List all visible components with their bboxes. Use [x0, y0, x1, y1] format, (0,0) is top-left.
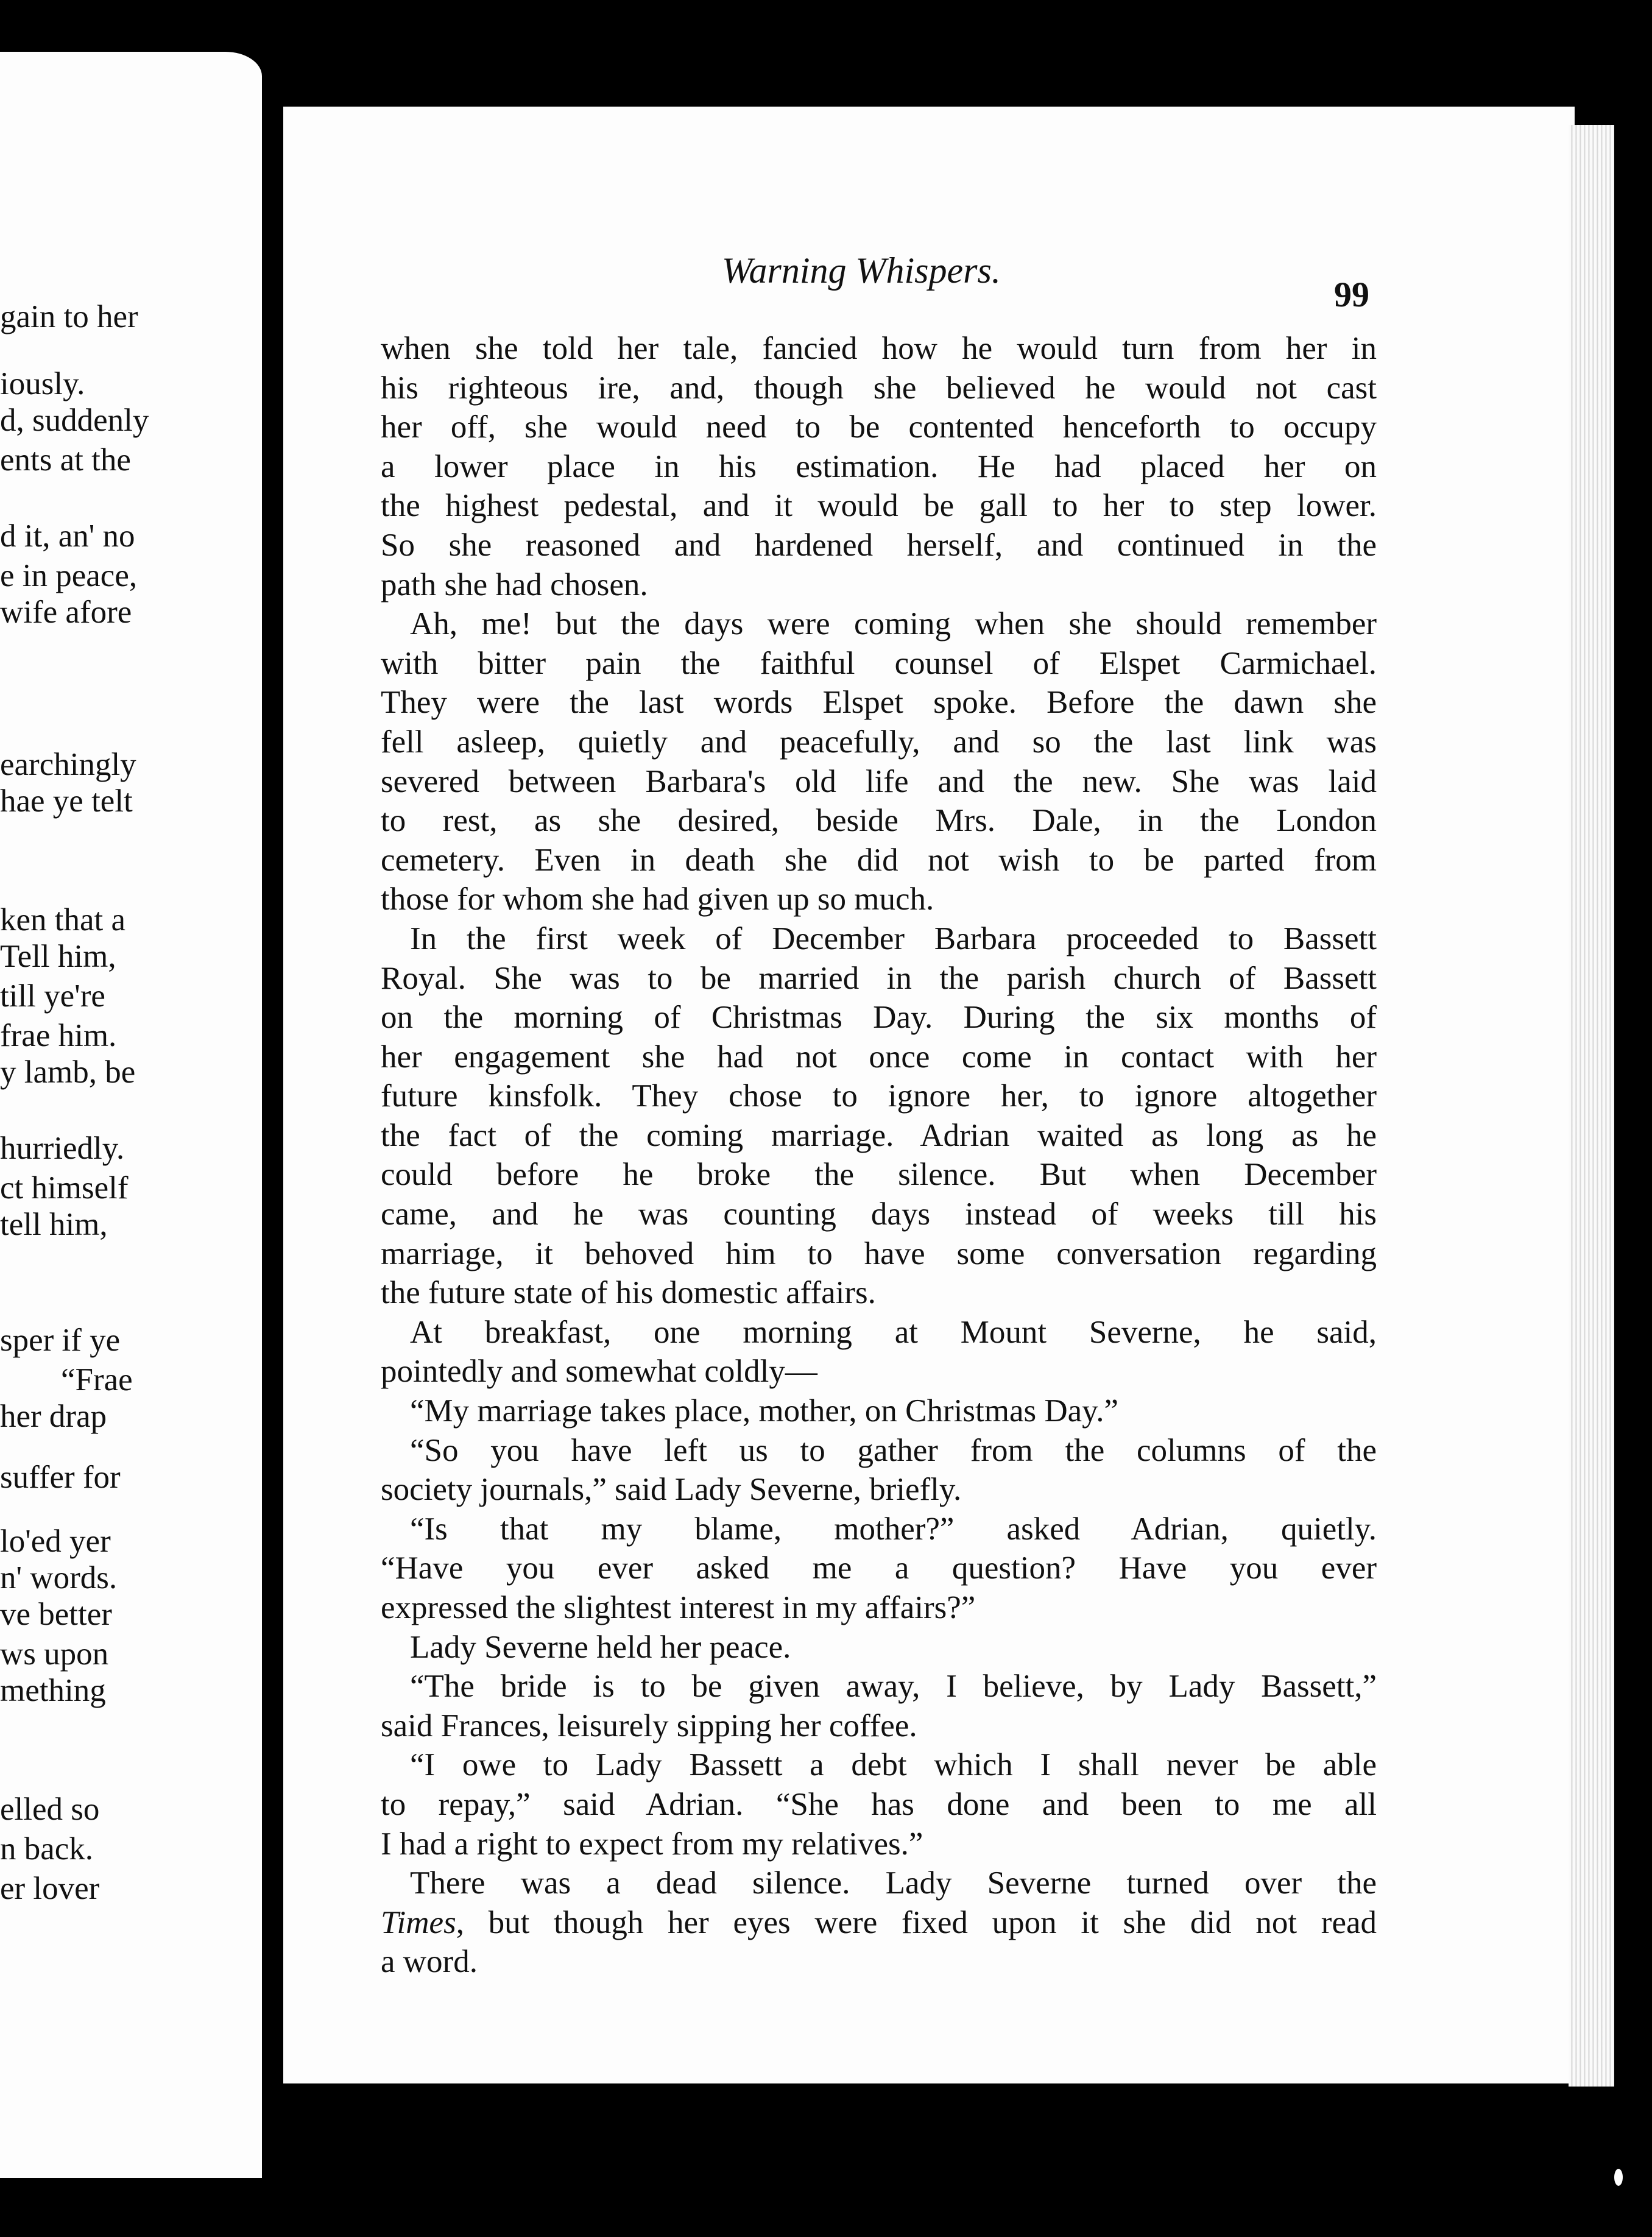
text-line: society journals,” said Lady Severne, briefly.: [381, 1472, 962, 1508]
left-fragment: ents at the: [0, 442, 131, 478]
text-line: on the morning of Christmas Day. During the six months of: [381, 1000, 1377, 1036]
left-fragment: d it, an' no: [0, 518, 135, 554]
text-line: future kinsfolk. They chose to ignore her, to ignore altogether: [381, 1078, 1377, 1114]
text-line: said Frances, leisurely sipping her coffee.: [381, 1708, 917, 1744]
left-fragment: mething: [0, 1673, 106, 1708]
text-line: I had a right to expect from my relatives.”: [381, 1826, 923, 1862]
text-line: marriage, it behoved him to have some conversation regarding: [381, 1235, 1377, 1271]
left-fragment: e in peace,: [0, 558, 138, 593]
text-line: So she reasoned and hardened herself, and continued in the: [381, 527, 1377, 563]
text-line: “Have you ever asked me a question? Have you ever: [381, 1550, 1377, 1586]
text-line: In the first week of December Barbara proceeded to Bassett: [410, 921, 1377, 956]
left-fragment: hurriedly.: [0, 1131, 125, 1166]
left-fragment: “Frae: [61, 1362, 133, 1398]
left-fragment: er lover: [0, 1871, 100, 1906]
text-line: At breakfast, one morning at Mount Severne, he said,: [410, 1314, 1377, 1350]
text-line: They were the last words Elspet spoke. Before the dawn she: [381, 685, 1377, 721]
left-fragment: frae him.: [0, 1018, 117, 1053]
text-line: expressed the slightest interest in my affairs?”: [381, 1590, 976, 1625]
text-line: the future state of his domestic affairs.: [381, 1275, 876, 1311]
left-fragment: tell him,: [0, 1207, 108, 1242]
left-fragment: elled so: [0, 1792, 100, 1827]
text-line: Lady Severne held her peace.: [410, 1629, 791, 1665]
left-fragment: lo'ed yer: [0, 1524, 111, 1559]
text-line: to repay,” said Adrian. “She has done and been to me all: [381, 1786, 1377, 1822]
text-line: Ah, me! but the days were coming when she should remember: [410, 606, 1377, 642]
left-fragment: till ye're: [0, 978, 105, 1014]
left-page: [0, 52, 262, 2178]
left-fragment: iously.: [0, 366, 85, 401]
text-line: her off, she would need to be contented henceforth to occupy: [381, 409, 1377, 445]
left-fragment: hae ye telt: [0, 783, 133, 819]
text-line: pointedly and somewhat coldly—: [381, 1354, 817, 1390]
text-line: fell asleep, quietly and peacefully, and so the last link was: [381, 724, 1377, 760]
page-edge: [1569, 125, 1614, 2087]
text-line: “The bride is to be given away, I believe, by Lady Bassett,”: [410, 1669, 1377, 1705]
left-fragment: n back.: [0, 1831, 94, 1867]
text-line: with bitter pain the faithful counsel of Elspet Carmichael.: [381, 645, 1377, 681]
text-line: Royal. She was to be married in the parish church of Bassett: [381, 960, 1377, 996]
scan-speck: [1614, 2169, 1623, 2186]
left-fragment: her drap: [0, 1399, 107, 1434]
text-line: severed between Barbara's old life and the new. She was laid: [381, 763, 1377, 799]
text-line: path she had chosen.: [381, 567, 648, 603]
text-line: There was a dead silence. Lady Severne turned over the: [410, 1865, 1377, 1901]
text-line: cemetery. Even in death she did not wish to be parted from: [381, 842, 1377, 878]
left-fragment: ct himself: [0, 1170, 129, 1206]
text-line: came, and he was counting days instead of weeks till his: [381, 1196, 1377, 1232]
left-fragment: y lamb, be: [0, 1055, 136, 1090]
text-line: the fact of the coming marriage. Adrian waited as long as he: [381, 1117, 1377, 1153]
body-text: [381, 329, 1377, 1982]
text-line: her engagement she had not once come in contact with her: [381, 1039, 1377, 1075]
text-line: “So you have left us to gather from the columns of the: [410, 1432, 1377, 1468]
text-line: “Is that my blame, mother?” asked Adrian, quietly.: [410, 1511, 1377, 1547]
text-line: the highest pedestal, and it would be gall to her to step lower.: [381, 488, 1377, 524]
text-line: his righteous ire, and, though she believed he would not cast: [381, 370, 1377, 406]
text-line: to rest, as she desired, beside Mrs. Dale, in the London: [381, 803, 1377, 839]
left-fragment: gain to her: [0, 299, 138, 334]
left-fragment: ws upon: [0, 1636, 109, 1672]
text-line: when she told her tale, fancied how he would turn from her in: [381, 331, 1377, 366]
text-line: those for whom she had given up so much.: [381, 882, 934, 917]
text-line: could before he broke the silence. But when December: [381, 1157, 1377, 1193]
book-gutter: [262, 91, 286, 2102]
page-number: 99: [1334, 275, 1369, 314]
text-line: [381, 1903, 1377, 1943]
left-fragment: n' words.: [0, 1560, 118, 1596]
text-fragment: , but though her eyes were fixed upon it she did not read: [456, 1904, 1377, 1940]
left-fragment: wife afore: [0, 595, 132, 630]
left-fragment: d, suddenly: [0, 403, 149, 438]
left-fragment: earchingly: [0, 747, 136, 782]
text-line: “My marriage takes place, mother, on Christmas Day.”: [410, 1393, 1118, 1429]
left-fragment: sper if ye: [0, 1323, 121, 1358]
left-fragment: ve better: [0, 1597, 112, 1632]
running-header: Warning Whispers.: [722, 250, 1001, 291]
left-fragment: Tell him,: [0, 939, 116, 974]
text-line: a lower place in his estimation. He had placed her on: [381, 448, 1377, 484]
text-line: “I owe to Lady Bassett a debt which I shall never be able: [410, 1747, 1377, 1783]
text-line: a word.: [381, 1944, 478, 1980]
italic-title: Times: [381, 1904, 456, 1940]
left-fragment: suffer for: [0, 1460, 121, 1495]
left-fragment: ken that a: [0, 902, 126, 938]
